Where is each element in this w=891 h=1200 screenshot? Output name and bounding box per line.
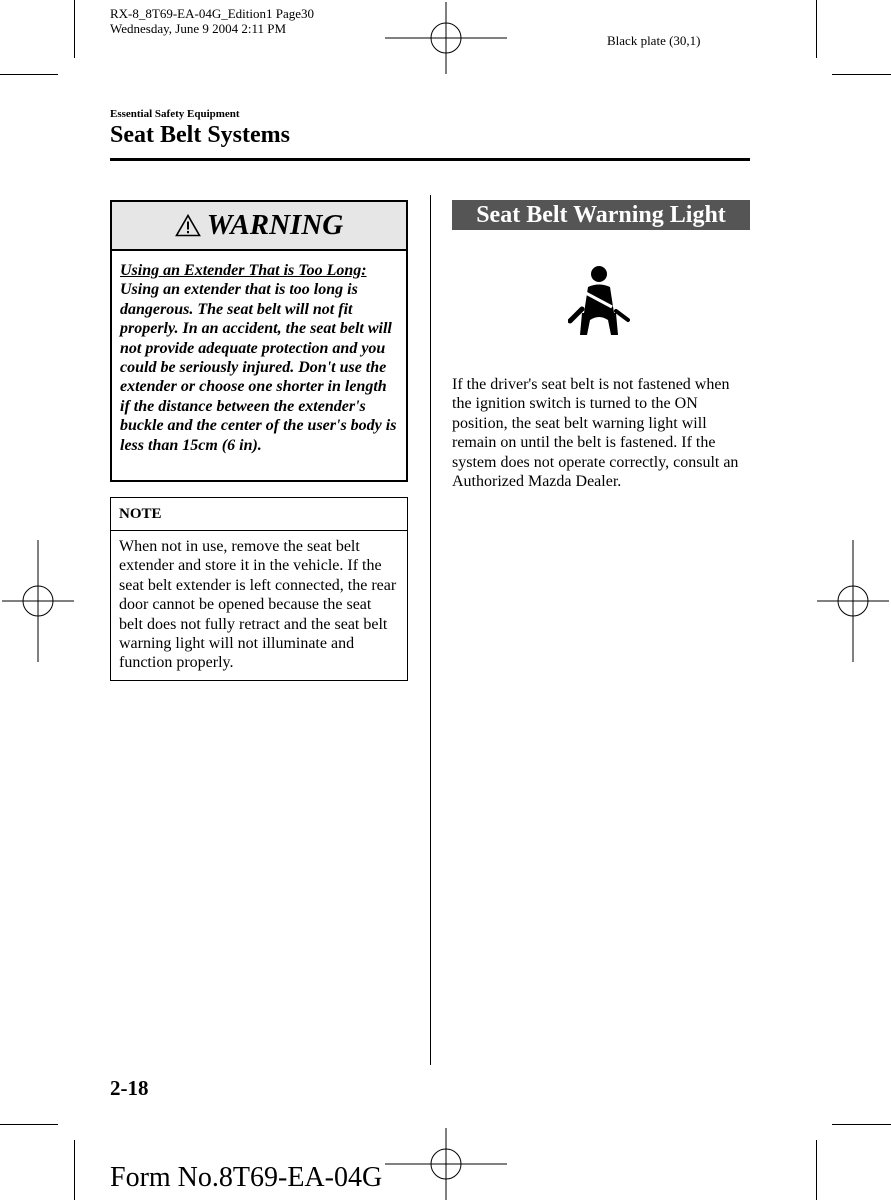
warning-header bbox=[112, 202, 406, 251]
warning-body bbox=[112, 251, 406, 455]
warning-light-description: If the driver's seat belt is not fastened when the ignition switch is turned to the ON position, the seat belt warning light will remain on until the belt is fastened. If the system does not operate correctly, consult an Authorized Mazda Dealer. bbox=[452, 376, 739, 491]
note-box bbox=[110, 497, 408, 681]
section-banner: Seat Belt Warning Light bbox=[452, 200, 750, 230]
print-header bbox=[110, 6, 314, 36]
file-line: RX-8_8T69-EA-04G_Edition1 Page30 bbox=[110, 6, 315, 21]
form-number: Form No.8T69-EA-04G bbox=[110, 1162, 383, 1193]
page-title: Seat Belt Systems bbox=[110, 122, 290, 148]
seat-belt-icon bbox=[568, 265, 630, 337]
title-rule bbox=[110, 158, 750, 161]
date-line: Wednesday, June 9 2004 2:11 PM bbox=[110, 21, 287, 36]
warning-triangle-icon bbox=[175, 214, 201, 237]
registration-mark-left-icon bbox=[2, 540, 74, 662]
page-number: 2-18 bbox=[110, 1076, 149, 1100]
warning-text: Using an extender that is too long is dangerous. The seat belt will not fit properly. In an accident, the seat belt will not provide adequate protection and you could be seriously injured. Don't use the extender or choose one shorter in length if the distance between the extender's buckle and the center of the user's body is less than 15cm (6 in). bbox=[120, 281, 397, 454]
registration-mark-bottom-icon bbox=[385, 1128, 507, 1200]
warning-subtitle: Using an Extender That is Too Long: bbox=[120, 262, 367, 279]
registration-mark-right-icon bbox=[817, 540, 889, 662]
warning-box bbox=[110, 200, 408, 482]
section-label: Essential Safety Equipment bbox=[110, 108, 240, 120]
column-divider bbox=[430, 195, 431, 1065]
warning-title: WARNING bbox=[206, 209, 344, 241]
note-text: When not in use, remove the seat belt extender and store it in the vehicle. If the seat belt extender is left connected, the rear door cannot be opened because the seat belt does not fully retract and the seat belt warning light will not illuminate and function properly. bbox=[119, 538, 397, 672]
note-title: NOTE bbox=[111, 498, 407, 531]
plate-label: Black plate (30,1) bbox=[607, 33, 701, 48]
registration-mark-top-icon bbox=[385, 2, 507, 74]
